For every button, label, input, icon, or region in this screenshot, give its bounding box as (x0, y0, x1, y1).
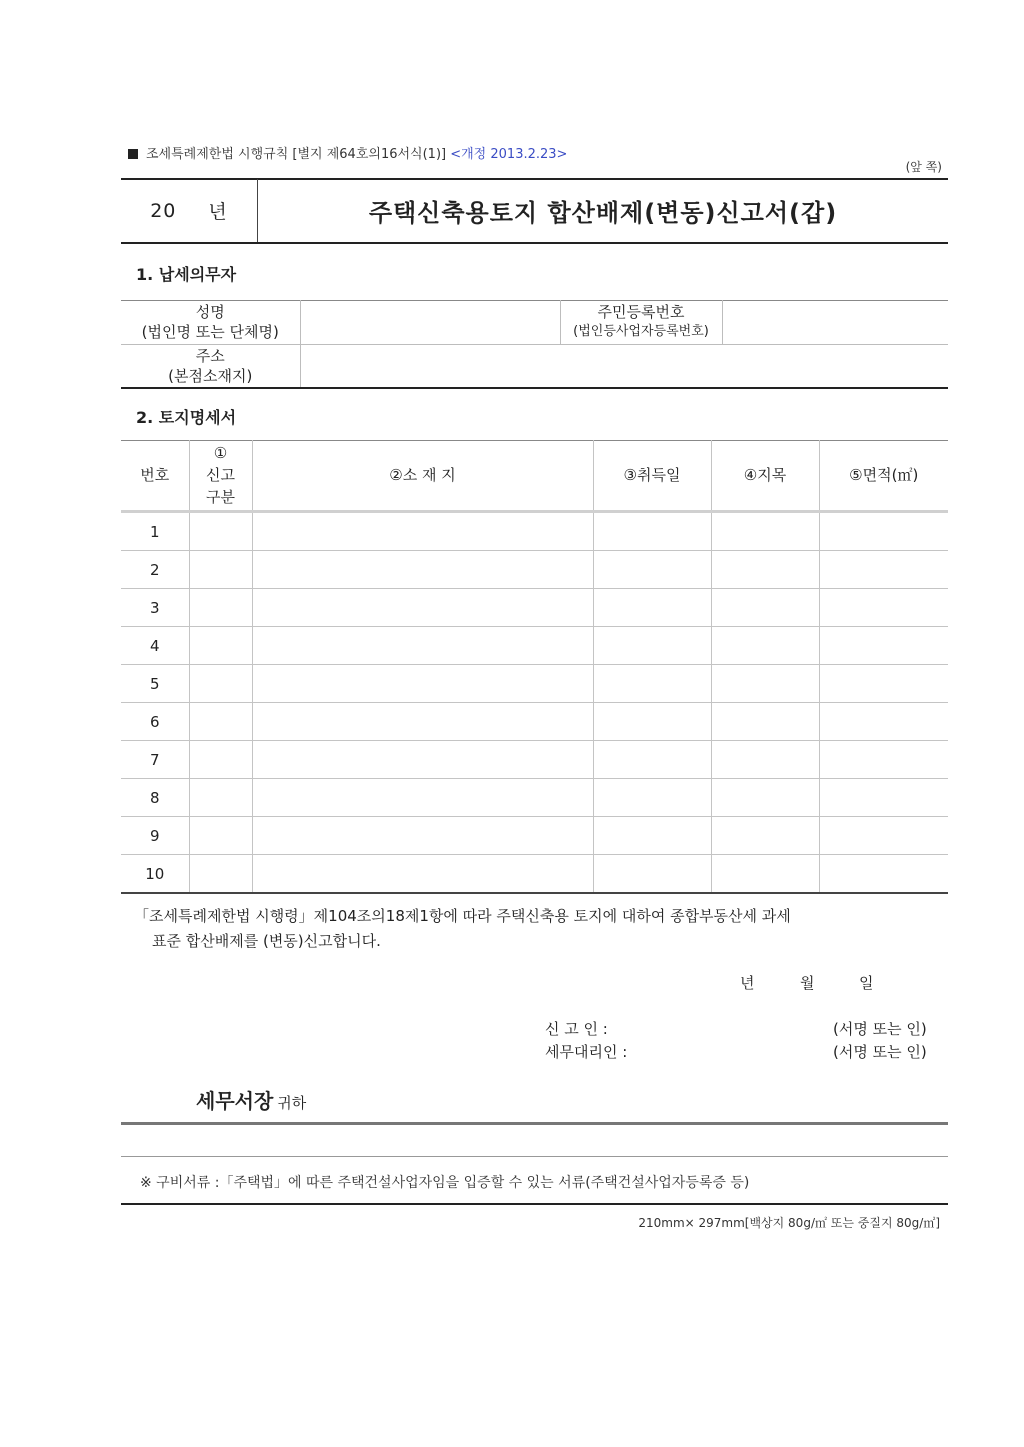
col-report-type-line2: 구분 (206, 488, 235, 506)
year-suffix: 년 (208, 201, 228, 223)
table-row (121, 551, 948, 589)
location-field[interactable] (252, 779, 593, 817)
location-field[interactable] (252, 589, 593, 627)
area-field[interactable] (819, 512, 948, 551)
col-no: 번호 (121, 440, 189, 512)
section2-heading: 2. 토지명세서 (136, 408, 237, 427)
land-category-field[interactable] (711, 741, 819, 779)
report-type-field[interactable] (189, 551, 252, 589)
acquired-date-field[interactable] (593, 817, 711, 855)
name-field[interactable] (300, 300, 560, 344)
address-sublabel: (본점소재지) (168, 366, 253, 385)
location-field[interactable] (252, 703, 593, 741)
table-row (121, 855, 948, 894)
form-title: 주택신축용토지 합산배제(변동)신고서(갑) (368, 199, 838, 227)
id-label: 주민등록번호 (597, 302, 685, 321)
id-field[interactable] (722, 300, 948, 344)
area-field[interactable] (819, 779, 948, 817)
row-number: 9 (121, 817, 189, 855)
col-report-type (189, 440, 252, 512)
report-type-field[interactable] (189, 779, 252, 817)
revision-date: <개정 2013.2.23> (450, 147, 568, 162)
name-label-cell (121, 300, 300, 344)
location-field[interactable] (252, 551, 593, 589)
land-category-field[interactable] (711, 665, 819, 703)
land-category-field[interactable] (711, 589, 819, 627)
report-type-field[interactable] (189, 703, 252, 741)
agent-signature[interactable]: (서명 또는 인) (833, 1043, 927, 1061)
area-field[interactable] (819, 665, 948, 703)
location-field[interactable] (252, 741, 593, 779)
acquired-date-field[interactable] (593, 741, 711, 779)
agent-label: 세무대리인 : (545, 1043, 628, 1061)
acquired-date-field[interactable] (593, 512, 711, 551)
land-table (121, 440, 948, 894)
report-type-field[interactable] (189, 817, 252, 855)
acquired-date-field[interactable] (593, 703, 711, 741)
square-bullet-icon (128, 149, 138, 159)
acquired-date-field[interactable] (593, 779, 711, 817)
land-category-field[interactable] (711, 817, 819, 855)
title-box (121, 179, 948, 242)
reporter-label: 신 고 인 : (545, 1020, 608, 1038)
row-number: 2 (121, 551, 189, 589)
row-number: 10 (121, 855, 189, 894)
col-land-category: ④지목 (711, 440, 819, 512)
table-row (121, 779, 948, 817)
footer-thin-rule (121, 1156, 948, 1157)
year-cell (121, 179, 258, 242)
report-type-field[interactable] (189, 665, 252, 703)
page-side-label: (앞 쪽) (905, 160, 942, 174)
report-type-field[interactable] (189, 627, 252, 665)
date-month: 월 (800, 974, 815, 992)
required-documents-note: ※ 구비서류 :「주택법」에 따른 주택건설사업자임을 입증할 수 있는 서류(주택건설사업자등록증 등) (140, 1175, 750, 1191)
acquired-date-field[interactable] (593, 665, 711, 703)
report-type-field[interactable] (189, 589, 252, 627)
row-number: 6 (121, 703, 189, 741)
row-number: 5 (121, 665, 189, 703)
date-day: 일 (859, 974, 874, 992)
recipient (196, 1085, 306, 1114)
acquired-date-field[interactable] (593, 627, 711, 665)
table-row (121, 589, 948, 627)
location-field[interactable] (252, 627, 593, 665)
table-row (121, 817, 948, 855)
row-number: 7 (121, 741, 189, 779)
row-number: 4 (121, 627, 189, 665)
col-area: ⑤면적(㎡) (819, 440, 948, 512)
paper-spec: 210mm× 297mm[백상지 80g/㎡ 또는 중질지 80g/㎡] (638, 1216, 940, 1230)
recipient-office: 세무서장 (196, 1089, 274, 1113)
recipient-honorific: 귀하 (277, 1094, 307, 1112)
report-type-field[interactable] (189, 741, 252, 779)
form-header (128, 143, 567, 162)
row-number: 8 (121, 779, 189, 817)
col-report-type-num: ① (213, 444, 228, 462)
table-row (121, 512, 948, 551)
taxpayer-table (121, 300, 948, 389)
declaration-line1: 「조세특례제한법 시행령」제104조의18제1항에 따라 주택신축용 토지에 대하여 종합부동산세 과세 (134, 907, 791, 925)
land-category-field[interactable] (711, 627, 819, 665)
location-field[interactable] (252, 855, 593, 894)
name-label: 성명 (195, 302, 225, 321)
table-row (121, 703, 948, 741)
acquired-date-field[interactable] (593, 855, 711, 894)
col-location: ②소 재 지 (252, 440, 593, 512)
col-report-type-line1: 신고 (206, 466, 235, 484)
location-field[interactable] (252, 665, 593, 703)
name-sublabel: (법인명 또는 단체명) (141, 322, 279, 341)
area-field[interactable] (819, 589, 948, 627)
acquired-date-field[interactable] (593, 551, 711, 589)
acquired-date-field[interactable] (593, 589, 711, 627)
land-category-field[interactable] (711, 512, 819, 551)
year-prefix: 20 (150, 199, 177, 222)
id-sublabel: (법인등사업자등록번호) (573, 323, 709, 339)
col-acquired-date: ③취득일 (593, 440, 711, 512)
address-label: 주소 (195, 346, 225, 365)
row-number: 3 (121, 589, 189, 627)
area-field[interactable] (819, 855, 948, 894)
regulation-reference: 조세특례제한법 시행규칙 [별지 제64호의16서식(1)] (146, 147, 447, 162)
report-type-field[interactable] (189, 855, 252, 894)
area-field[interactable] (819, 551, 948, 589)
land-category-field[interactable] (711, 703, 819, 741)
report-type-field[interactable] (189, 512, 252, 551)
footer-thick-rule (121, 1122, 948, 1125)
date-year: 년 (740, 974, 755, 992)
table-row (121, 627, 948, 665)
area-field[interactable] (819, 627, 948, 665)
location-field[interactable] (252, 817, 593, 855)
area-field[interactable] (819, 741, 948, 779)
id-label-cell (560, 300, 722, 344)
section1-heading: 1. 납세의무자 (136, 265, 237, 284)
area-field[interactable] (819, 817, 948, 855)
location-field[interactable] (252, 512, 593, 551)
table-row (121, 665, 948, 703)
footer-bottom-rule (121, 1203, 948, 1205)
declaration-line2: 표준 합산배제를 (변동)신고합니다. (152, 932, 381, 950)
land-category-field[interactable] (711, 551, 819, 589)
declaration-text (134, 904, 940, 954)
land-category-field[interactable] (711, 779, 819, 817)
row-number: 1 (121, 512, 189, 551)
area-field[interactable] (819, 703, 948, 741)
address-field[interactable] (300, 344, 948, 388)
title-bottom-rule (121, 242, 948, 244)
table-row (121, 741, 948, 779)
land-category-field[interactable] (711, 855, 819, 894)
reporter-signature[interactable]: (서명 또는 인) (833, 1020, 927, 1038)
address-label-cell (121, 344, 300, 388)
